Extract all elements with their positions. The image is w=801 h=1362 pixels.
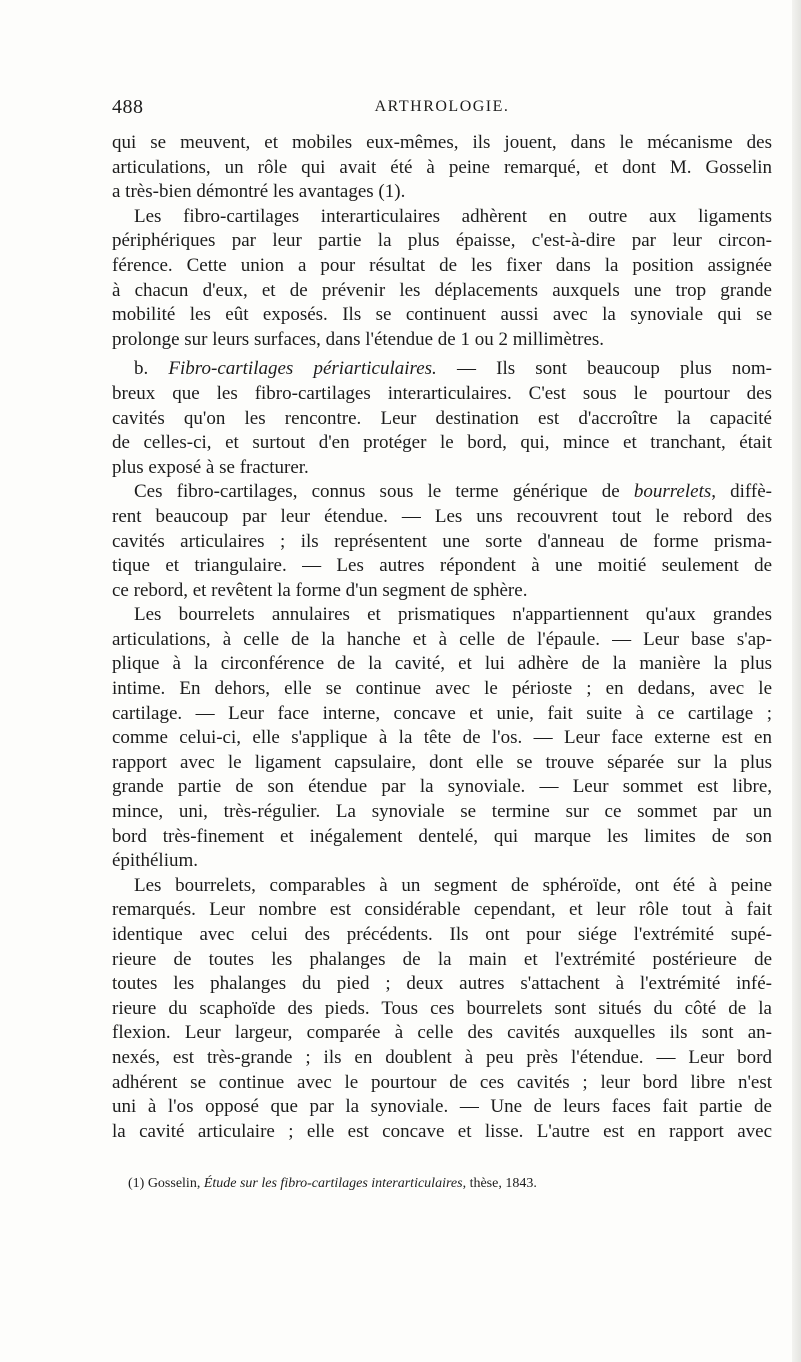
text-line: à chacun d'eux, et de prévenir les déplacements auxquels une trop grande xyxy=(112,279,772,301)
term-bourrelets: bourrelets xyxy=(633,481,712,503)
text-line: périphériques par leur partie la plus épaisse, c'est-à-dire par leur circon- xyxy=(112,230,772,252)
text-line: remarqués. Leur nombre est considérable cependant, et leur rôle tout à fait xyxy=(112,899,772,921)
text-line: la cavité articulaire ; elle est concave et lisse. L'autre est en rapport avec xyxy=(112,1120,772,1142)
text-line: articulations, un rôle qui avait été à peine remarqué, et dont M. Gosselin xyxy=(112,156,772,178)
text-line: cavités qu'on les rencontre. Leur destination est d'accroître la capacité xyxy=(112,407,772,429)
text-line: rapport avec le ligament capsulaire, dont elle se trouve séparée sur la plus xyxy=(112,751,772,773)
text-line: Les fibro-cartilages interarticulaires adhèrent en outre aux ligaments xyxy=(134,205,772,227)
running-title: ARTHROLOGIE. xyxy=(374,98,510,115)
text-line: articulations, à celle de la hanche et à celle de l'épaule. — Leur base s'ap- xyxy=(112,628,772,650)
text-line: comme celui-ci, elle s'applique à la tête de l'os. — Leur face externe est en xyxy=(112,727,772,749)
text-line: adhérent se continue avec le pourtour de ces cavités ; leur bord libre n'est xyxy=(112,1071,772,1093)
text-line: intime. En dehors, elle se continue avec le périoste ; en dedans, avec le xyxy=(112,678,772,700)
text-line: ce rebord, et revêtent la forme d'un segment de sphère. xyxy=(112,579,528,601)
text-line: férence. Cette union a pour résultat de les fixer dans la position assignée xyxy=(112,254,772,276)
text-line: épithélium. xyxy=(112,850,199,872)
text-line: identique avec celui des précédents. Ils ont pour siége l'extrémité supé- xyxy=(112,924,772,945)
text-line: nexés, est très-grande ; ils en doublent à peu près l'étendue. — Leur bord xyxy=(112,1046,772,1068)
text-line: mince, uni, très-régulier. La synoviale se termine sur ce sommet par un xyxy=(112,801,772,823)
text-line: plus exposé à se fracturer. xyxy=(112,456,309,478)
text-line: uni à l'os opposé que par la synoviale. — Une de leurs faces fait partie de xyxy=(112,1096,772,1118)
text-line: tique et triangulaire. — Les autres répondent à une moitié seulement de xyxy=(112,555,772,577)
text-line: rent beaucoup par leur étendue. — Les uns recouvrent tout le rebord des xyxy=(112,505,772,527)
text-line: grande partie de son étendue par la synoviale. — Leur sommet est libre, xyxy=(112,776,772,798)
text-line: mobilité les eût exposés. Ils se continuent aussi avec la synoviale qui se xyxy=(112,304,772,326)
text-line: prolonge sur leurs surfaces, dans l'étendue de 1 ou 2 millimètres. xyxy=(112,328,605,350)
body-text xyxy=(112,131,772,1144)
text-line: Ces fibro-cartilages, connus sous le terme générique de bourrelets, diffè- xyxy=(134,481,772,503)
page-number: 488 xyxy=(112,96,144,118)
text-line: qui se meuvent, et mobiles eux-mêmes, ils jouent, dans le mécanisme des xyxy=(112,132,772,153)
section-heading-line: b. Fibro-cartilages périarticulaires. — Ils sont beaucoup plus nom- xyxy=(134,358,772,380)
text-line: breux que les fibro-cartilages interarticulaires. C'est sous le pourtour des xyxy=(112,382,772,404)
footnote: (1) Gosselin, Étude sur les fibro-cartilages interarticulaires, thèse, 1843. xyxy=(128,1176,537,1191)
text-line: de celles-ci, et surtout d'en protéger le bord, qui, mince et tranchant, était xyxy=(112,432,772,454)
text-line: Les bourrelets, comparables à un segment de sphéroïde, ont été à peine xyxy=(134,874,772,896)
section-heading: Fibro-cartilages périarticulaires. xyxy=(168,358,437,380)
text-line: rieure de toutes les phalanges de la main et l'extrémité postérieure de xyxy=(112,948,772,970)
text-line: plique à la circonférence de la cavité, et lui adhère de la manière la plus xyxy=(112,653,772,675)
text-line: Les bourrelets annulaires et prismatiques n'appartiennent qu'aux grandes xyxy=(134,604,772,626)
footnote-title: Étude sur les fibro-cartilages interarticulaires xyxy=(203,1176,463,1191)
running-head xyxy=(112,96,772,122)
text-line: cavités articulaires ; ils représentent une sorte d'anneau de forme prisma- xyxy=(112,530,772,552)
text-line: flexion. Leur largeur, comparée à celle des cavités auxquelles ils sont an- xyxy=(112,1022,772,1044)
text-line: a très-bien démontré les avantages (1). xyxy=(112,181,406,203)
text-line: rieure du scaphoïde des pieds. Tous ces bourrelets sont situés du côté de la xyxy=(112,997,772,1019)
text-line: cartilage. — Leur face interne, concave et unie, fait suite à ce cartilage ; xyxy=(112,702,772,724)
text-line: toutes les phalanges du pied ; deux autres s'attachent à l'extrémité infé- xyxy=(112,973,772,995)
text-line: bord très-finement et inégalement dentelé, qui marque les limites de son xyxy=(112,825,772,847)
page-edge-shadow xyxy=(792,0,801,1362)
